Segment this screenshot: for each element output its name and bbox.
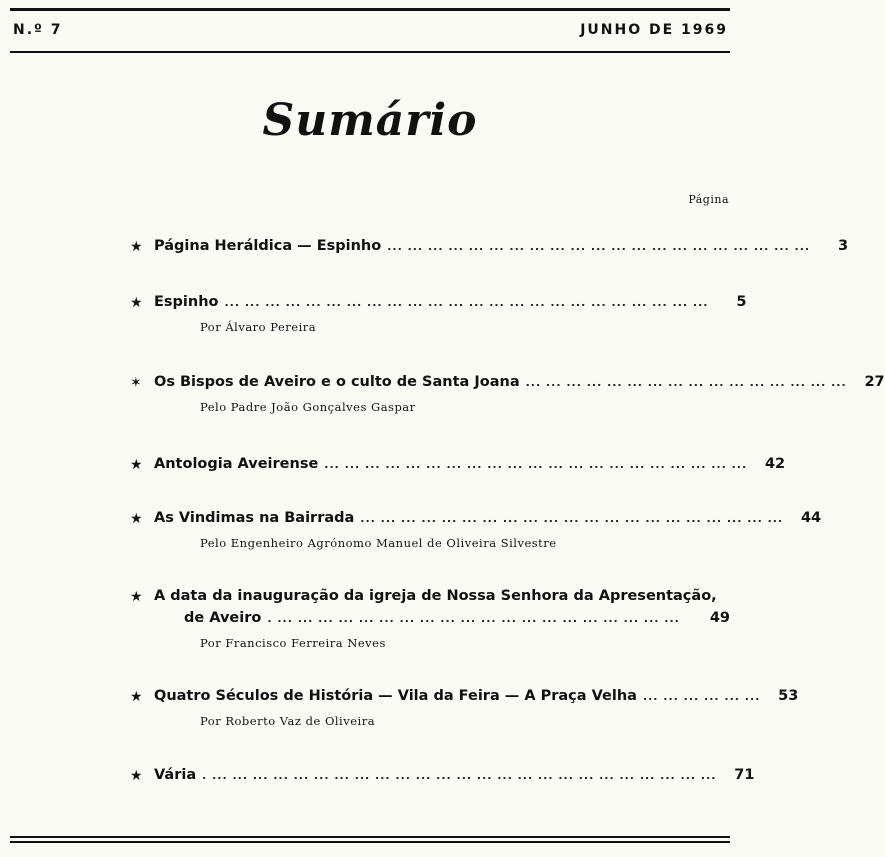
entry-title: As Vindimas na Bairrada xyxy=(154,510,355,526)
issue-number: N.º 7 xyxy=(13,22,63,38)
leader-dots: ... ... ... ... ... ... ... ... ... ... ... ... ... ... ... ... xyxy=(525,376,847,389)
toc-line xyxy=(154,292,747,312)
leader-dots: ... ... ... ... ... ... ... ... ... ... ... ... ... ... ... ... ... ... ... ... ... xyxy=(360,512,784,525)
footer-rule-bottom xyxy=(10,841,730,843)
star-icon: ★ xyxy=(130,511,143,527)
star-icon: ★ xyxy=(130,589,143,605)
entry-author: Por Álvaro Pereira xyxy=(200,320,317,334)
leader-dots: ... ... ... ... ... ... ... ... ... ... ... ... ... ... ... ... ... ... ... ... ... xyxy=(324,458,748,471)
leader-dots: ... ... ... ... ... ... ... ... ... ... ... ... ... ... ... ... ... ... ... ... ... ... ... ... xyxy=(224,296,709,309)
entry-title: Antologia Aveirense xyxy=(154,456,319,472)
leader-dots: ... ... ... ... ... ... ... ... ... ... ... ... ... ... ... ... ... ... ... ... ... xyxy=(387,240,811,253)
star-icon: ★ xyxy=(130,239,143,255)
toc-line-continued xyxy=(184,608,730,628)
entry-title: A data da inauguração da igreja de Nossa Senhora da Apresentação, xyxy=(154,588,717,604)
footer-rule-top xyxy=(10,836,730,838)
toc-line xyxy=(154,454,786,474)
page-title: Sumário xyxy=(262,95,478,146)
toc-line xyxy=(154,236,849,256)
entry-title-continued: de Aveiro xyxy=(184,610,262,626)
leader-dots: . ... ... ... ... ... ... ... ... ... ... ... ... ... ... ... ... ... ... ... ... xyxy=(267,612,680,625)
entry-author: Pelo Engenheiro Agrónomo Manuel de Oliveira Silvestre xyxy=(200,536,557,550)
entry-page: 49 xyxy=(709,610,730,626)
star-icon: ★ xyxy=(130,689,143,705)
entry-title: Página Heráldica — Espinho xyxy=(154,238,382,254)
entry-title: Quatro Séculos de História — Vila da Feira — A Praça Velha xyxy=(154,688,637,704)
star-icon: ★ xyxy=(130,768,143,784)
star-icon: ✶ xyxy=(130,375,142,391)
star-icon: ★ xyxy=(130,295,143,311)
entry-author: Pelo Padre João Gonçalves Gaspar xyxy=(200,400,416,414)
toc-line xyxy=(154,765,755,785)
entry-page: 53 xyxy=(778,688,799,704)
header-rule xyxy=(10,51,730,53)
entry-page: 42 xyxy=(764,456,786,472)
issue-date: JUNHO DE 1969 xyxy=(580,22,728,38)
entry-page: 27 xyxy=(864,374,885,390)
star-icon: ★ xyxy=(130,457,143,473)
toc-line xyxy=(154,372,885,392)
entry-title: Os Bispos de Aveiro e o culto de Santa Joana xyxy=(154,374,520,390)
entry-title: Espinho xyxy=(154,294,219,310)
entry-page: 5 xyxy=(736,294,747,310)
entry-page: 71 xyxy=(734,767,755,783)
entry-author: Por Francisco Ferreira Neves xyxy=(200,636,386,650)
entry-page: 3 xyxy=(838,238,849,254)
top-rule xyxy=(10,8,730,11)
leader-dots: ... ... ... ... ... ... xyxy=(642,690,761,703)
leader-dots: . ... ... ... ... ... ... ... ... ... ... ... ... ... ... ... ... ... ... ... ... ... ... ... ... ... xyxy=(202,769,717,782)
toc-line xyxy=(154,508,822,528)
entry-page: 44 xyxy=(800,510,822,526)
entry-author: Por Roberto Vaz de Oliveira xyxy=(200,714,376,728)
entry-title: Vária xyxy=(154,767,197,783)
toc-line xyxy=(154,586,730,606)
toc-line xyxy=(154,686,799,706)
page-column-label: Página xyxy=(688,193,729,206)
